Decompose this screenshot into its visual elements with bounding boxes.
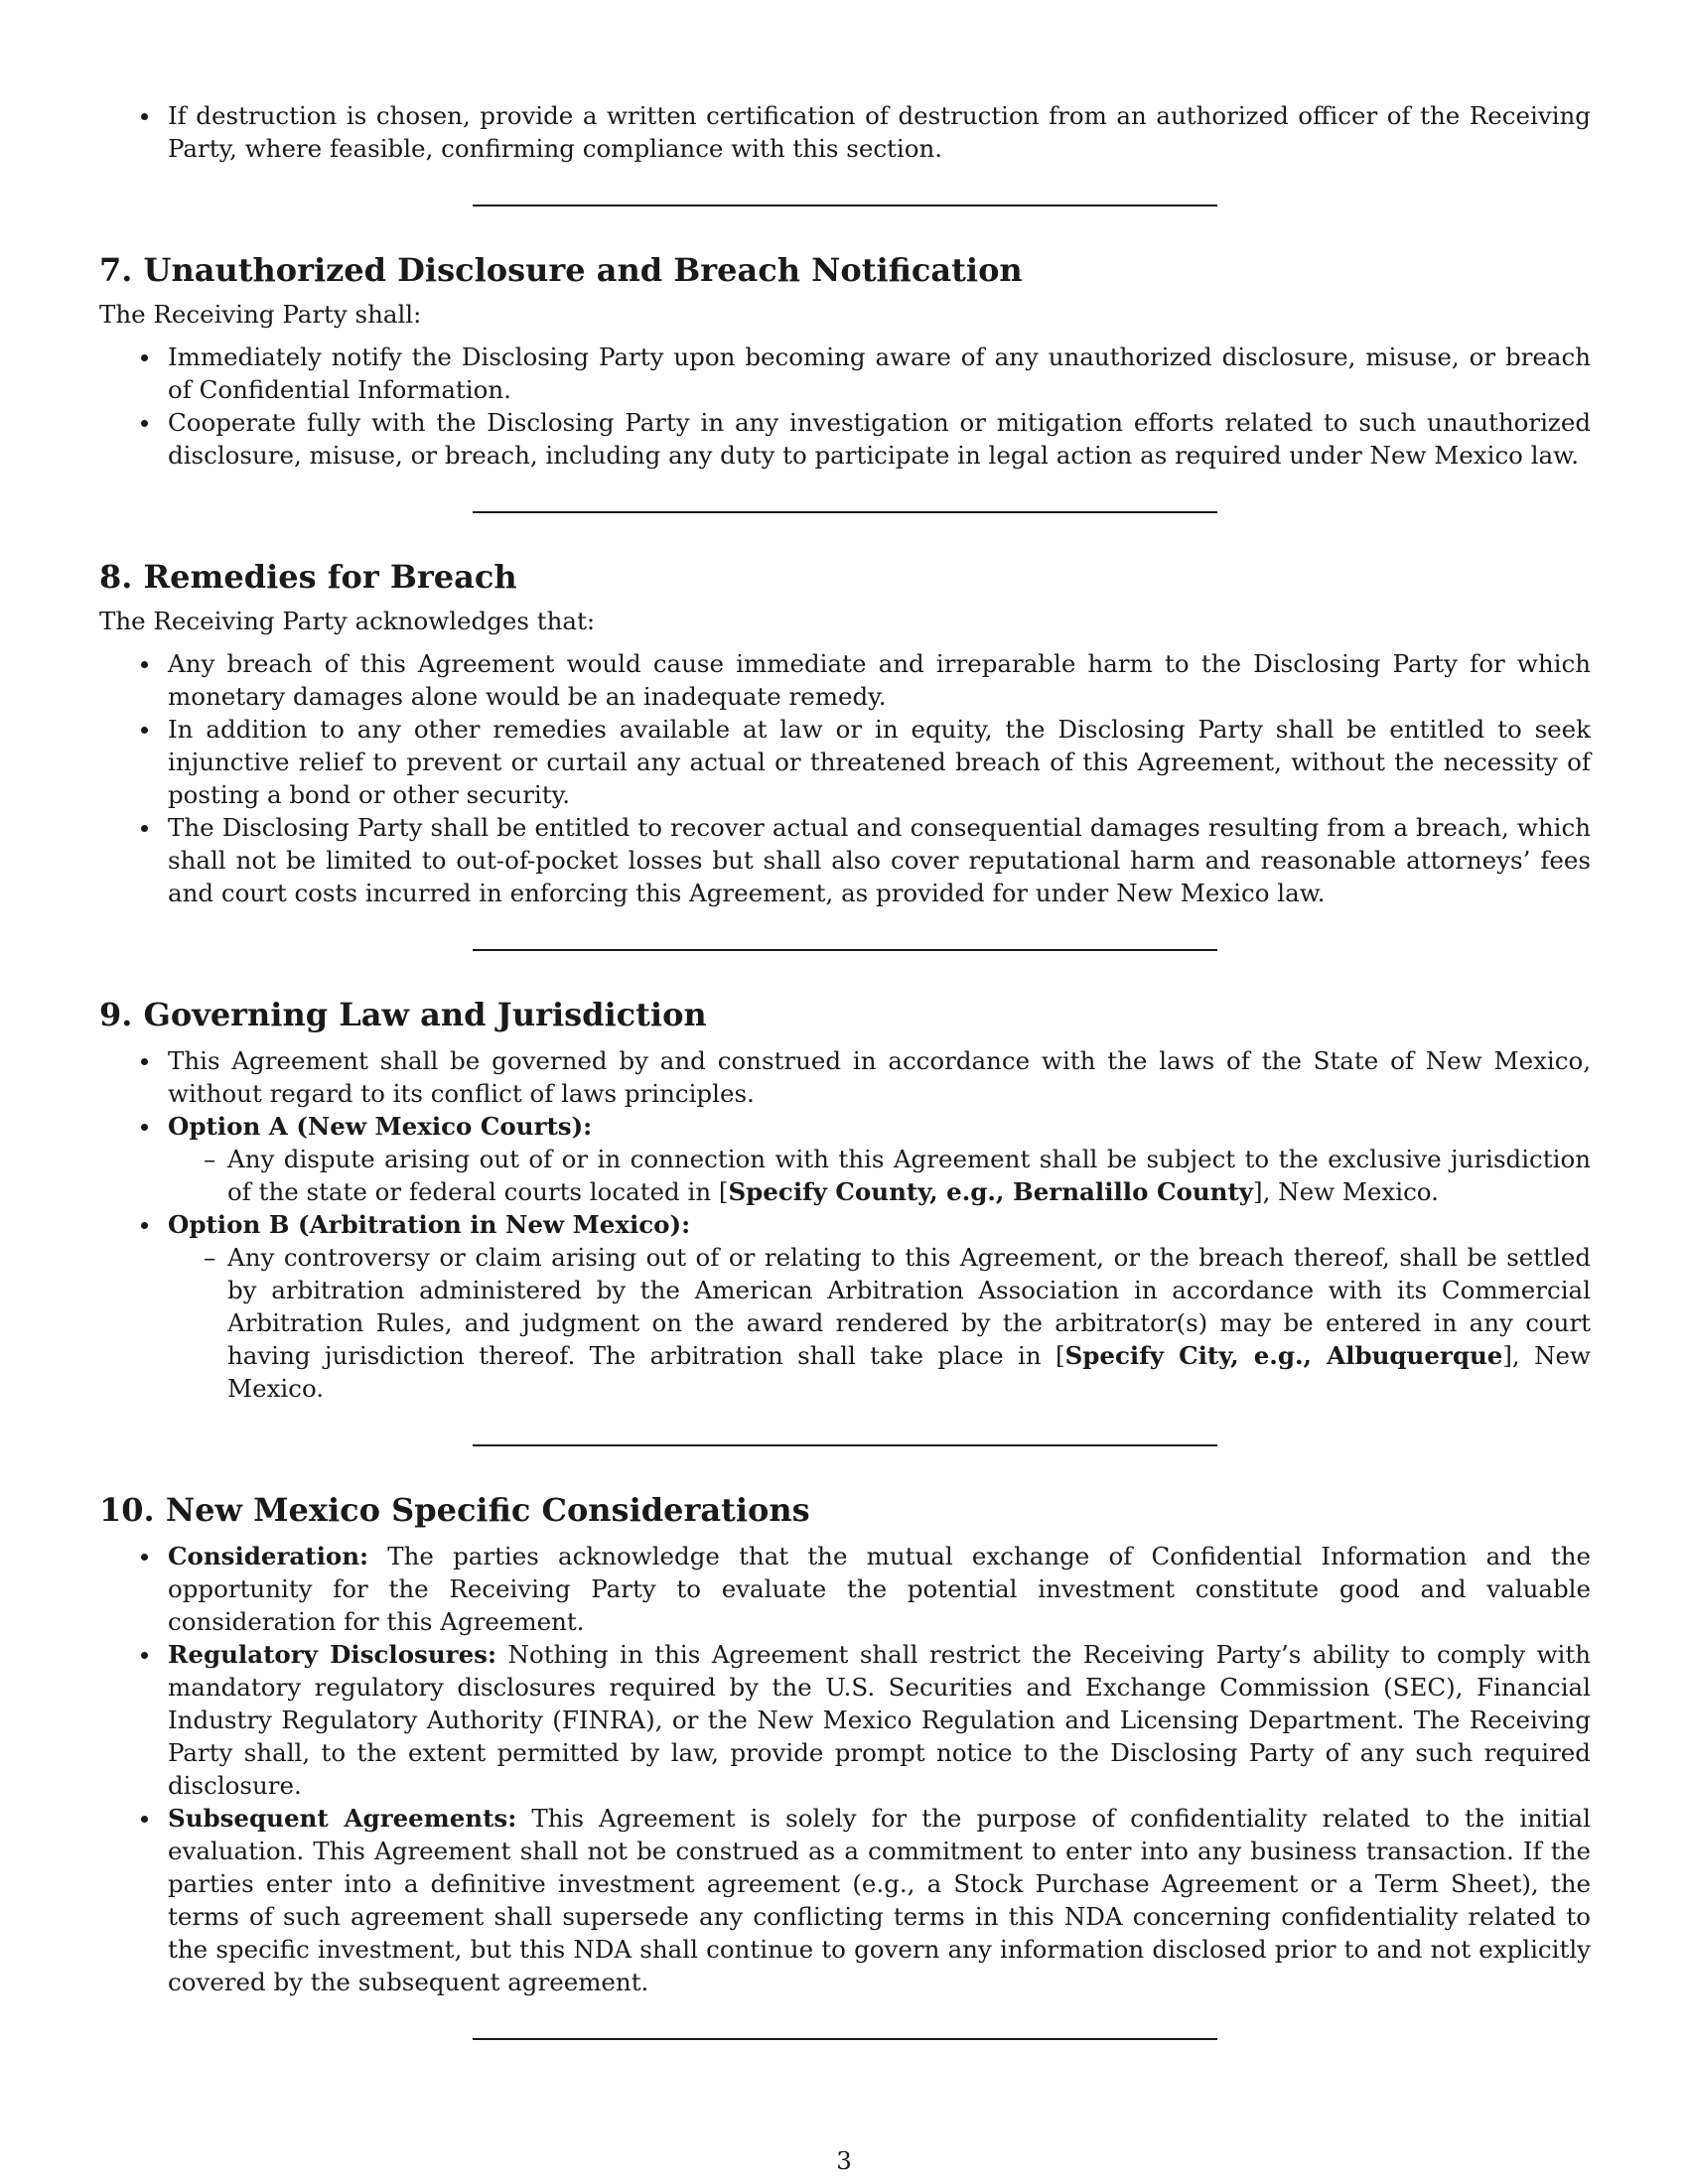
subsequent-label: Subsequent Agreements: (168, 1804, 517, 1833)
option-a-text: Any dispute arising out of or in connection with this Agreement shall be subject to the exclusive jurisdiction of the state or federal courts located in [ (227, 1145, 1591, 1206)
list-item: Cooperate fully with the Disclosing Party in any investigation or mitigation efforts related to such unauthorized disclosure, misuse, or breach, including any duty to participate in legal action as required under New Mexico law. (99, 406, 1591, 472)
subsequent-text: This Agreement is solely for the purpose of confidentiality related to the initial evaluation. This Agreement shall not be construed as a commitment to enter into any business transaction. If the parties enter into a definitive investment agreement (e.g., a Stock Purchase Agreement or a Term Sheet), the terms of such agreement shall supersede any conflicting terms in this NDA concerning confidentiality related to the specific investment, but this NDA shall continue to govern any information disclosed prior to and not explicitly covered by the subsequent agreement. (168, 1804, 1592, 1996)
list-item: The Disclosing Party shall be entitled to recover actual and consequential damages resulting from a breach, which shall not be limited to out-of-pocket losses but shall also cover reputational harm and reasonable attorneys’ fees and court costs incurred in enforcing this Agreement, as provided for under New Mexico law. (99, 811, 1591, 909)
section-heading-8: 8. Remedies for Breach (99, 558, 517, 596)
section-divider (473, 2038, 1217, 2040)
section-8-list (99, 647, 1591, 909)
page-number: 3 (836, 2146, 852, 2175)
regulatory-label: Regulatory Disclosures: (168, 1640, 496, 1669)
option-b-sublist (168, 1241, 1591, 1405)
option-a-placeholder: Specify County, e.g., Bernalillo County (728, 1177, 1254, 1206)
document-page (99, 99, 1591, 2040)
section-heading-7: 7. Unauthorized Disclosure and Breach Notification (99, 251, 1023, 289)
section-divider (473, 205, 1217, 206)
list-item: If destruction is chosen, provide a written certification of destruction from an authorized officer of the Receiving Party, where feasible, confirming compliance with this section. (99, 99, 1591, 165)
option-b-text: Any controversy or claim arising out of or relating to this Agreement, or the breach thereof, shall be settled by arbitration administered by the American Arbitration Association in accordance with its Commercial Arbitration Rules, and judgment on the award rendered by the arbitrator(s) may be entered in any court having jurisdiction thereof. The arbitration shall take place in [ (227, 1243, 1591, 1370)
section-divider (473, 949, 1217, 951)
section-8-intro: The Receiving Party acknowledges that: (99, 607, 596, 635)
regulatory-text: Nothing in this Agreement shall restrict the Receiving Party’s ability to comply with mandatory regulatory disclosures required by the U.S. Securities and Exchange Commission (SEC), Financial Industry Regulatory Authority (FINRA), or the New Mexico Regulation and Licensing Department. The Receiving Party shall, to the extent permitted by law, provide prompt notice to the Disclosing Party of any such required disclosure. (168, 1640, 1591, 1800)
option-b-placeholder: Specify City, e.g., Albuquerque (1064, 1341, 1503, 1370)
sub-list-item (168, 1241, 1591, 1405)
section-heading-9: 9. Governing Law and Jurisdiction (99, 996, 707, 1033)
consideration-text: The parties acknowledge that the mutual exchange of Confidential Information and the opportunity for the Receiving Party to evaluate the potential investment constitute good and valuable consideration for this Agreement. (168, 1542, 1591, 1636)
section-divider (473, 511, 1217, 513)
option-a-label: Option A (New Mexico Courts): (168, 1112, 593, 1141)
list-item: In addition to any other remedies available at law or in equity, the Disclosing Party shall be entitled to seek injunctive relief to prevent or curtail any actual or threatened breach of this Agreement, without the necessity of posting a bond or other security. (99, 713, 1591, 811)
option-b-text-end: ], New Mexico. (227, 1341, 1591, 1403)
destruction-list (99, 99, 1591, 165)
section-10-list (99, 1540, 1591, 1998)
section-heading-10: 10. New Mexico Specific Considerations (99, 1491, 810, 1529)
section-7-list (99, 341, 1591, 472)
section-divider (473, 1444, 1217, 1446)
list-item: This Agreement shall be governed by and construed in accordance with the laws of the State of New Mexico, without regard to its conflict of laws principles. (99, 1044, 1591, 1110)
list-item: Immediately notify the Disclosing Party upon becoming aware of any unauthorized disclosure, misuse, or breach of Confidential Information. (99, 341, 1591, 406)
list-item-option-b (99, 1208, 1591, 1405)
section-7-intro: The Receiving Party shall: (99, 300, 422, 329)
option-a-sublist (168, 1143, 1591, 1208)
option-a-text-end: ], New Mexico. (1253, 1177, 1439, 1206)
list-item-option-a (99, 1110, 1591, 1208)
list-item-regulatory (99, 1638, 1591, 1802)
list-item-consideration (99, 1540, 1591, 1638)
option-b-label: Option B (Arbitration in New Mexico): (168, 1210, 691, 1239)
list-item: Any breach of this Agreement would cause immediate and irreparable harm to the Disclosing Party for which monetary damages alone would be an inadequate remedy. (99, 647, 1591, 713)
sub-list-item (168, 1143, 1591, 1208)
consideration-label: Consideration: (168, 1542, 369, 1570)
list-item-subsequent (99, 1802, 1591, 1998)
section-9-list (99, 1044, 1591, 1405)
